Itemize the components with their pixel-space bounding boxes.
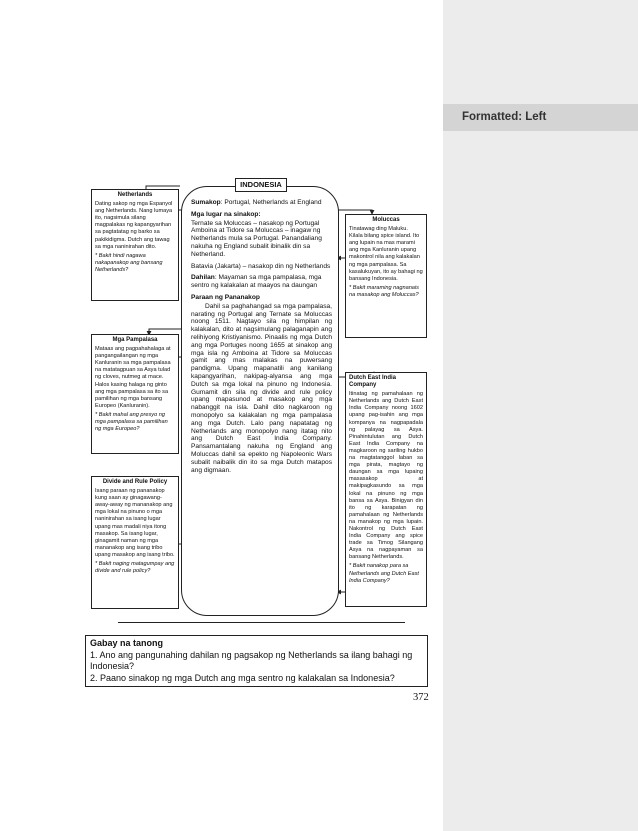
pampalasa-box <box>91 334 179 454</box>
divide-rule-title: Divide and Rule Policy <box>102 479 168 485</box>
page-number: 372 <box>413 692 429 703</box>
batavia-line: Batavia (Jakarta) – nasakop din ng Netherlands <box>191 262 331 270</box>
indonesia-title: INDONESIA <box>235 178 287 192</box>
gabay-title: Gabay na tanong <box>90 638 164 648</box>
moluccas-box <box>345 214 427 338</box>
netherlands-box <box>91 189 179 301</box>
paraan-body: Dahil sa paghahangad sa mga pampalasa, narating ng Portugal ang Ternate sa Moluccas noong 1511. Nagtayo sila ng himpilan ng kalakalan, dito at nagsimulang palaganapin ang relihiyong Kristiyanismo. Pinaalis ng mga Dutch ang mga Portuges noong 1655 at sinakop ang mga isla ng Amboina at Tidore sa Moluccas gamit ang mas malakas na puwersang pandigma. Upang mapanatili ang kanilang kapangyarihan, nakipag-alyansa ang mga Dutch sa mga lokal na pinuno ng Indonesia. Gumamit din sila ng divide and rule policy upang mapasunod at masakop ang mga nabanggit na isla. Dahil dito nagkaroon ng monopolyo sa kalakalan ng mga pampalasa ang mga Dutch. Lalo pang napatatag ng Netherlands ang monopolyo nang itatag nito ang Dutch East India Company. Pansamantalang nakuha ng England ang Moluccas dahil sa epekto ng Napoleonic Wars subalit naibalik din ito sa mga Dutch matapos ang digmaan. <box>191 302 332 474</box>
sumakop-value: : Portugal, Netherlands at England <box>220 199 322 206</box>
divide-rule-body: Isang paraan ng pananakop kung saan ay ginagawang-away-away ng mananakop ang mga lokal na pinuno o mga naninirahan sa isang lugar upang mas madali niya itong masakop. Sa isang lugar, ginagamit naman ng mga mananakop ang isang tribo upang masakop ang isang tribo. <box>95 488 175 558</box>
dutch-east-india-box <box>345 372 427 607</box>
dutch-east-india-body: Itinatag ng pamahalaan ng Netherlands ang Dutch East India Company noong 1602 upang pag-isahin ang mga kompanya na nagpapadala ng palayag sa Asya. Pinahintulutan ang Dutch East India Company na magkaroon ng sariling hukbo na magtatanggol laban sa mga pirata, magtayo ng daungan sa mga lupaing masasakop at makipagkasundo sa mga lokal na pinuno ng mga bansa sa Asya. Binigyan din ito ng karapatan ng pamahalaan ng Netherlands na manakop ng mga lupain. Nakontrol ng Dutch East India Company ang spice trade sa Timog Silangang Asya na nagpayaman sa bansang Netherlands. <box>349 391 423 561</box>
dahilan-value: : Mayaman sa mga pampalasa, mga sentro ng kalakalan at maayos na daungan <box>191 274 322 290</box>
dutch-east-india-question: * Bakit nanakop para sa Netherlands ang Dutch East India Company? <box>349 563 419 584</box>
lugar-body: Ternate sa Moluccas – nasakop ng Portugal Amboina at Tidore sa Moluccas – inagaw ng Netherlands mula sa Portugal. Panandaliang nakuha ng England subalit ibinalik din sa Netherland. <box>191 219 322 258</box>
section-divider <box>118 622 405 623</box>
gabay-tanong-box <box>85 635 428 687</box>
moluccas-body: Tinatawag ding Maluku. Kilala bilang spice island. Ito ang lupain na mas marami ang mga Kanluranin upang makontrol nila ang kalakalan ng mga pampalasa. Sa kasalukuyan, ito ay bahagi ng bansang Indonesia. <box>349 226 423 282</box>
pampalasa-title: Mga Pampalasa <box>112 337 158 343</box>
lugar-label: Mga lugar na sinakop <box>191 210 259 218</box>
paraan-label: Paraan ng Pananakop <box>191 293 260 301</box>
gabay-question-1: 1. Ano ang pangunahing dahilan ng pagsakop ng Netherlands sa ilang bahagi ng Indonesia? <box>90 649 413 672</box>
netherlands-question: * Bakit hindi nagawa nakapanakop ang bansang Netherlands? <box>95 252 163 273</box>
divide-rule-question: * Bakit naging matagumpay ang divide and rule policy? <box>95 561 175 575</box>
sumakop-label: Sumakop <box>191 199 221 206</box>
netherlands-title: Netherlands <box>117 192 153 198</box>
moluccas-question: * Bakit maraming nagnanais na masakop ang Moluccas? <box>349 284 419 298</box>
pampalasa-body: Mataas ang pagpahahalaga at pangangailangan ng mga Kanluranin sa mga pampalasa na matatagpuan sa Asya tulad ng cloves, nutmeg at mace. Halos kasing halaga ng ginto ang mga pampalasa sa ito sa pamilihan ng mga bansang Europeo (Kanluranin). <box>95 346 171 409</box>
divide-rule-box <box>91 476 179 609</box>
dutch-east-india-title: Dutch East India Company <box>349 375 397 389</box>
indonesia-center-box: Sumakop: Portugal, Netherlands at England Mga lugar na sinakop: Ternate sa Moluccas – nasakop ng Portugal Amboina at Tidore sa Moluccas – inagaw ng Netherlands mula sa Portugal. Panandaliang nakuha ng England subalit ibinalik din sa Netherland. Batavia (Jakarta) – nasakop din ng Netherlands Dahilan: Mayaman sa mga pampalasa, mga sentro ng kalakalan at maayos na daungan Paraan ng Pananakop Dahil sa paghahangad sa mga pampalasa, narating ng Portugal ang Ternate sa Moluccas noong 1511. Nagtayo sila ng himpilan ng kalakalan, dito at nagsimulang palaganapin ang relihiyong Kristiyanismo. Pinaalis ng mga Dutch ang mga Portuges noong 1655 at sinakop ang mga isla ng Amboina at Tidore sa Moluccas gamit ang mas malakas na puwersang pandigma. Upang mapanatili ang kanilang kapangyarihan, nakipag-alyansa ang mga Dutch sa mga lokal na pinuno ng Indonesia. Gumamit din sila ng divide and rule policy upang mapasunod at masakop ang mga nabanggit na isla. Dahil dito nagkaroon ng monopolyo sa kalakalan ng mga pampalasa ang mga Dutch. Lalo pang napatatag ng Netherlands ang monopolyo nang itatag nito ang Dutch East India Company. Pansamantalang nakuha ng England ang Moluccas dahil sa epekto ng Napoleonic Wars subalit naibalik din ito sa mga Dutch matapos ang digmaan. <box>181 186 339 616</box>
formatting-comment-label[interactable]: Formatted: Left <box>443 104 638 131</box>
gabay-question-2: 2. Paano sinakop ng mga Dutch ang mga sentro ng kalakalan sa Indonesia? <box>90 672 395 683</box>
netherlands-body: Dating sakop ng mga Espanyol ang Netherlands. Nang lumaya ito, nagsimula silang magpalakas ng kapangyarihan sa pagtatatag ng barko sa pakikidigma. Dutch ang tawag sa mga naninirahan dito. <box>95 201 173 250</box>
moluccas-title: Moluccas <box>372 217 400 223</box>
dahilan-label: Dahilan <box>191 274 215 282</box>
pampalasa-question: * Bakit mahal ang presyo ng mga pampalasa sa pamilihan ng mga Europeo? <box>95 411 168 433</box>
